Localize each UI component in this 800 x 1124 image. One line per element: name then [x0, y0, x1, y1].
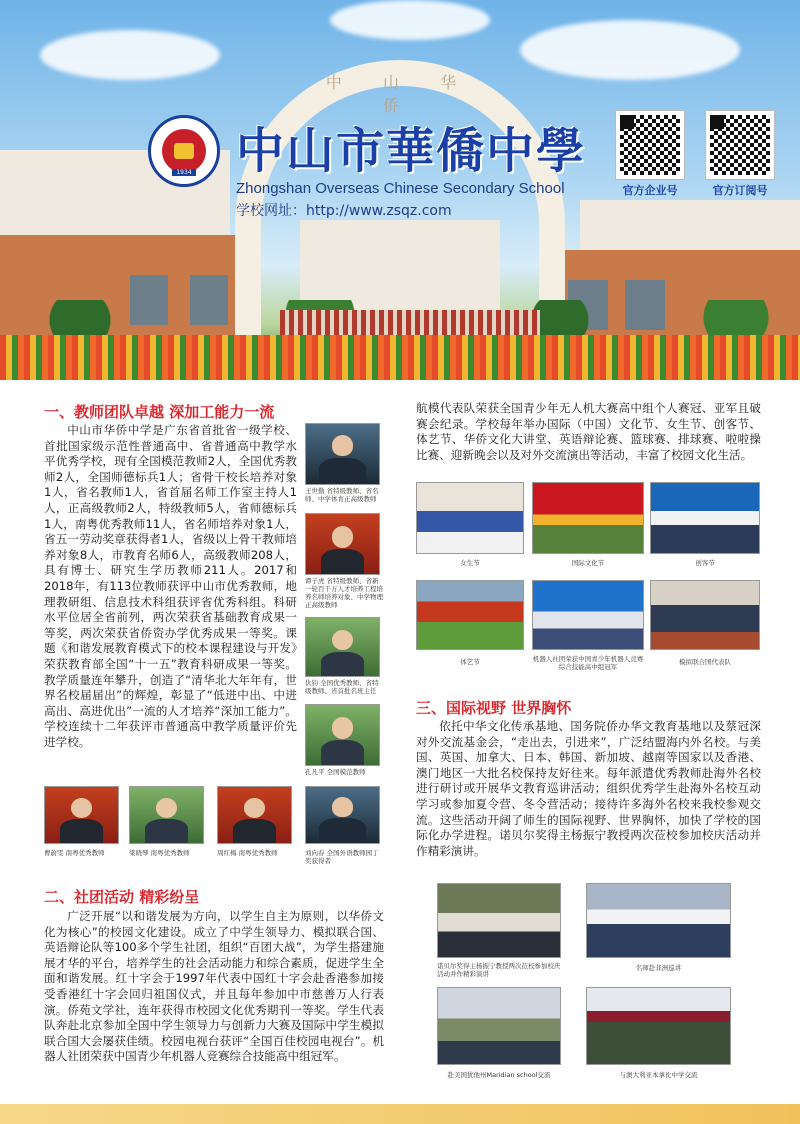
teacher-caption: 曹蔚雯 南粤优秀教师: [44, 849, 105, 857]
exchange-photo: [586, 987, 731, 1065]
section1-body: 中山市华侨中学是广东省首批省一级学校、首批国家级示范性普通高中、省普通高中教学水平优秀学校，现有全国模范教师2人，全国优秀教师2人，全国师德标兵1人；省骨干校长培养对象1人，省名教师1人，省首届名师工作室主持人1人，正高级教师2人，特级教师5人，省师德标兵1人，南粤优秀教师11人，省名师培养对象1人，省五一劳动奖章获得者1人，省级以上骨干教师培养对象8人，市教育名师6人，高级教师208人，具有博士、研究生学历教师211人。2017和2018年，有113位教师获评中山市优秀教师，地理教研组、信息技术科组获评省优秀科组。科研水平位居全省前列，两次荣获省基础教育成果一等奖，两次荣获省侨资办学优秀成果一等奖。课题《和谐发展教育模式下的校本课程建设与开发》荣获教育部全国“十一五”教育科研成果一等奖。教学质量连年攀升，创造了“清华北大年年有，世界名校届届出”的辉煌，彰显了“低进中出、中进高出、高进优出”一流的人才培养“深加工能力”。学校连续十二年获评市普通高中教学质量评价先进学校。: [44, 423, 297, 749]
event-photo: [650, 482, 760, 554]
exchange-photo: [437, 883, 561, 958]
exchange-caption: 名师赴非洲巡讲: [635, 964, 682, 972]
event-caption: 女生节: [460, 559, 480, 567]
event-photo: [532, 580, 644, 650]
school-name-en: Zhongshan Overseas Chinese Secondary School: [236, 180, 565, 197]
event-caption: 机器人社团荣获中国青少年机器人竞赛综合技能高中组冠军: [532, 655, 644, 671]
teacher-caption: 梁晓琴 南粤优秀教师: [129, 849, 190, 857]
qr-code-subscription[interactable]: [705, 110, 775, 180]
teacher-photo: [44, 786, 119, 844]
event-photo: [416, 580, 524, 650]
teacher-photo: [129, 786, 204, 844]
exchange-caption: 与澳大利亚本拿比中学交流: [619, 1071, 698, 1079]
section3-body: 依托中华文化传承基地、国务院侨办华文教育基地以及蔡冠深对外交流基金会，“走出去，引进来”，广泛结盟海内外名校。与美国、英国、加拿大、日本、韩国、新加坡、越南等国家以及香港、澳门地区一大批名校保持友好往来。每年派遣优秀教师赴海外名校进行研讨或开展华文教育巡讲活动；组织优秀学生赴海外名校互动学习或参加夏令营、冬令营活动；接待许多海外名校来我校参观交流。这些活动开阔了师生的国际视野、世界胸怀，加快了学校的国际化办学进程。诺贝尔奖得主杨振宁教授两次莅校参加校庆活动并作精彩演讲。: [416, 719, 761, 858]
teacher-caption: 王世勤 省特级教师、省名师、中学体育正高级教师: [305, 487, 379, 503]
teacher-caption: 谭子虎 省特级教师、省新一轮百千万人才培养工程培养名师培养对象、中学物理正高级教师: [305, 577, 383, 609]
teacher-caption: 孔凡平 全国模范教师: [305, 768, 366, 776]
teacher-portrait: [305, 617, 380, 677]
teacher-portrait: [305, 513, 380, 575]
teacher-photo: [217, 786, 292, 844]
event-photo: [650, 580, 760, 650]
event-caption: 国际文化节: [571, 559, 605, 567]
teacher-photo: [305, 786, 380, 844]
section2-body: 广泛开展“以和谐发展为方向，以学生自主为原则，以华侨文化为核心”的校园文化建设。成立了中学生领导力、模拟联合国、英语辩论队等100多个学生社团，组织“百团大战”，为学生搭建施展才华的平台，培养学生的社会活动能力和综合素质，促进学生全面和谐发展。红十字会于1997年代表中国红十字会赴香港参加接受香港红十字会回归祖国仪式，并且每年参加中市慈善万人行表演。侨苑文学社，连年获得市校园文化优秀期刊一等奖。学生代表队奔赴北京参加全国中学生领导力与创新力大赛及国际中学生模拟联合国大会屡获佳绩。校园电视台获评“全国百佳校园电视台”。机器人社团荣获中国青少年机器人竞赛综合技能高中组冠军。: [44, 909, 384, 1064]
section1-title: 一、教师团队卓越 深加工能力一流: [44, 403, 275, 421]
exchange-photo: [586, 883, 731, 958]
teacher-caption: 仇钧 全国优秀教师、省特级教师、省首批名班主任: [305, 679, 379, 695]
qr-label-official-account: 官方企业号: [622, 184, 678, 197]
section3-title: 三、国际视野 世界胸怀: [416, 699, 572, 717]
school-logo: 1934: [148, 115, 220, 187]
teacher-portrait: [305, 423, 380, 485]
school-gate-fence: [280, 310, 540, 336]
event-caption: 创客节: [695, 559, 715, 567]
exchange-caption: 赴美国犹他州Maridian school交流: [447, 1071, 551, 1079]
school-website[interactable]: 学校网址：http://www.zsqz.com: [236, 203, 452, 219]
event-photo: [532, 482, 644, 554]
event-caption: 体艺节: [460, 658, 480, 666]
arch-inscription: 中 山 华 侨: [325, 73, 475, 115]
exchange-photo: [437, 987, 561, 1065]
exchange-caption: 诺贝尔奖得主杨振宁教授两次莅校参加校庆活动并作精彩演讲: [437, 962, 561, 978]
school-name-cn: 中山市華僑中學: [236, 123, 587, 179]
event-photo: [416, 482, 524, 554]
teacher-caption: 周红梅 南粤优秀教师: [217, 849, 278, 857]
footer-bar: [0, 1104, 800, 1124]
teacher-portrait: [305, 704, 380, 766]
qr-code-official-account[interactable]: [615, 110, 685, 180]
event-caption: 模拟联合国代表队: [679, 658, 731, 666]
section2-title: 二、社团活动 精彩纷呈: [44, 888, 200, 906]
section2-body-continued: 航模代表队荣获全国青少年无人机大赛高中组个人赛冠、亚军且破赛会纪录。学校每年举办国际（中国）文化节、女生节、创客节、体艺节、华侨文化大讲堂、英语辩论赛、篮球赛、排球赛、啦啦操比赛、迎新晚会以及对外交流演出等活动，丰富了校园文化生活。: [416, 401, 761, 462]
flower-bed: [0, 335, 800, 380]
teacher-caption: 刘向春 全国外语教师园丁奖获得者: [305, 849, 379, 865]
qr-label-subscription: 官方订阅号: [712, 184, 768, 197]
